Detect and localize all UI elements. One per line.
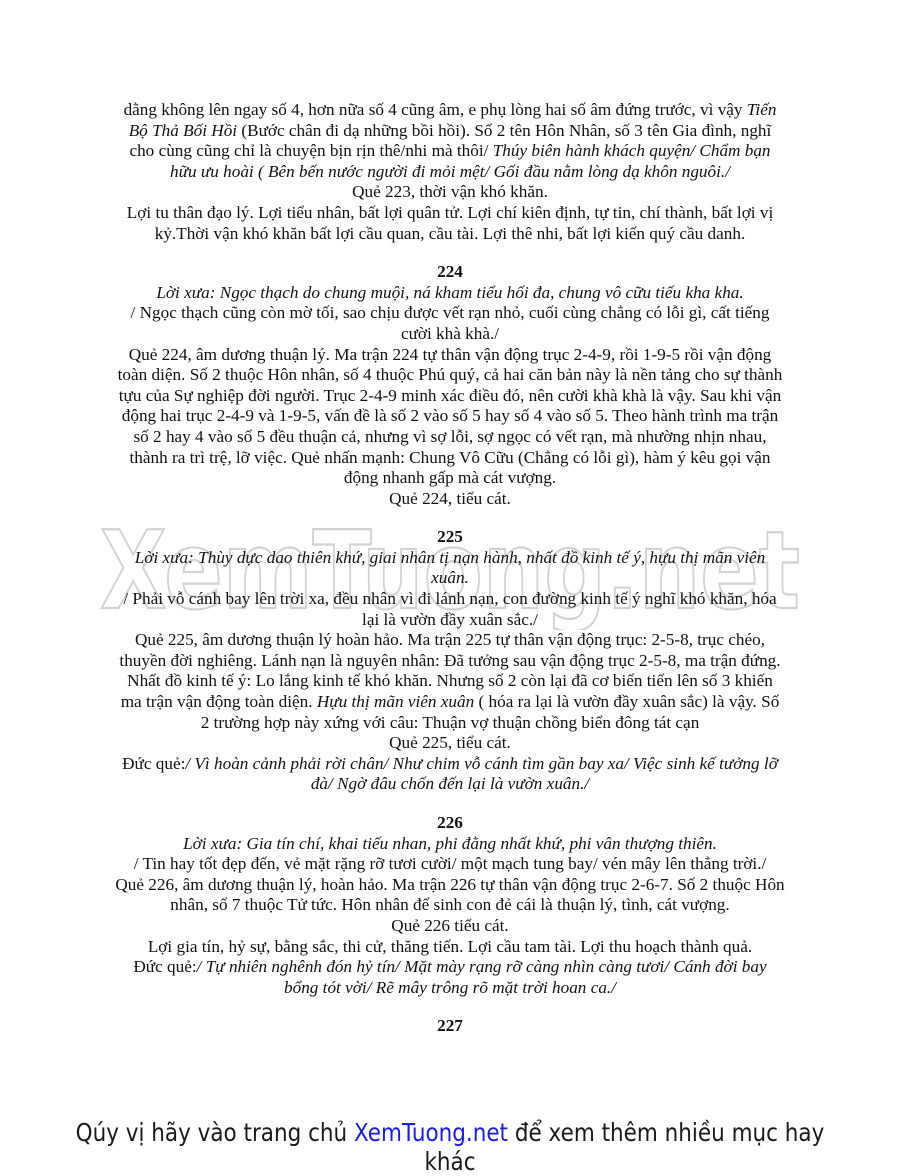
text-line (100, 875, 800, 896)
section-s224 (100, 262, 800, 509)
svg-text:XemTuong.net: XemTuong.net (100, 509, 800, 630)
italic-text: Hựu thị mãn viên xuân (316, 692, 475, 712)
text-run: Quẻ 224, tiểu cát. (389, 488, 511, 508)
text-line (100, 834, 800, 855)
text-run: số 2 hay 4 vào số 5 đều thuận cả, nhưng vì sợ lỗi, sợ ngọc có vết rạn, mà nhường nhịn nhau, (133, 426, 767, 446)
text-line (100, 651, 800, 672)
text-run: ma trận vận động toàn diện. (120, 692, 317, 712)
text-line (100, 100, 800, 121)
italic-text: / Vì hoàn cảnh phải rời chân/ Như chim vỗ cánh tìm gần bay xa/ Việc sinh kế tưởng lỡ (185, 753, 778, 773)
text-run: Quẻ 226, âm dương thuận lý, hoàn hảo. Ma trận 226 tự thân vận động trục 2-6-7. Số 2 thuộc Hôn (115, 874, 785, 894)
text-run: / Phải vỗ cánh bay lên trời xa, đều nhân vì đi lánh nạn, con đường kinh tế ý nghĩ khó khăn, hóa (123, 589, 777, 609)
text-run: động nhanh gấp mà cát vượng. (343, 468, 557, 488)
text-run: / Ngọc thạch cũng còn mờ tối, sao chịu được vết rạn nhỏ, cuối cùng chẳng có lỗi gì, cất tiếng (130, 303, 770, 323)
text-line (100, 303, 800, 324)
footer-banner (63, 1118, 837, 1176)
text-line (100, 548, 800, 569)
text-line (100, 162, 800, 183)
text-run: / Tin hay tốt đẹp đến, vẻ mặt rặng rỡ tươi cười/ một mạch tung bay/ vén mây lên thẳng trời./ (133, 854, 767, 874)
que-number-heading: 224 (437, 262, 463, 282)
text-line (100, 406, 800, 427)
text-run: dằng không lên ngay số 4, hơn nữa số 4 cũng âm, e phụ lòng hai số âm đứng trước, vì vậy (123, 100, 747, 119)
text-line (100, 610, 800, 631)
italic-text: Lời xưa: Thùy dực dao thiên khứ, giai nhân tị nạn hành, nhất đồ kinh tế ý, hựu thị mãn viên (134, 547, 766, 567)
text-line (100, 733, 800, 754)
text-run: 2 trường hợp này xứng với câu: Thuận vợ thuận chồng biển đông tát cạn (200, 712, 700, 732)
text-line (100, 283, 800, 304)
text-run: Lợi tu thân đạo lý. Lợi tiểu nhân, bất lợi quân tử. Lợi chí kiên định, tự tin, chí thành, bất lợi vị (126, 202, 774, 222)
text-line (100, 630, 800, 651)
text-run: Nhất đồ kinh tế ý: Lo lắng kinh tế khó khăn. Nhưng số 2 còn lại đã cơ biến tiến lên số 3 khiến (127, 671, 773, 691)
text-run: Đức quẻ: (133, 957, 197, 977)
footer-site-link[interactable]: XemTuong.net (354, 1118, 508, 1147)
text-line (100, 713, 800, 734)
text-line (100, 692, 800, 713)
text-run: thuyền đời nghiêng. Lánh nạn là nguyên nhân: Đã tưởng sau vận động trục 2-5-8, ma trận đứng. (119, 650, 781, 670)
italic-text: Bộ Thả Bối Hồi (128, 120, 238, 140)
text-run: Quẻ 226 tiểu cát. (391, 915, 509, 935)
footer-prefix: Qúy vị hãy vào trang chủ (75, 1118, 355, 1147)
text-run: tựu của Sự nghiệp đời người. Trục 2-4-9 minh xác điều đó, nên cười khà khà là vậy. Sau khi vận (118, 385, 782, 405)
text-run: ( hóa ra lại là vườn đầy xuân sắc) là vậy. Số (474, 692, 780, 712)
text-line (100, 345, 800, 366)
document-page (100, 100, 800, 1037)
text-line (100, 978, 800, 999)
text-line (100, 141, 800, 162)
italic-text: Lời xưa: Ngọc thạch do chung muội, ná kham tiểu hối đa, chung vô cữu tiếu kha kha. (156, 282, 744, 302)
text-line (100, 774, 800, 795)
text-line (100, 671, 800, 692)
italic-text: Tiến (746, 100, 777, 119)
text-run: lại là vườn đầy xuân sắc./ (362, 609, 538, 629)
text-run: Quẻ 225, âm dương thuận lý hoàn hảo. Ma trận 225 tự thân vận động trục: 2-5-8, trục chéo, (134, 630, 766, 650)
text-run: Quẻ 223, thời vận khó khăn. (352, 182, 548, 202)
italic-text: Thúy biên hành khách quyện/ Chẩm bạn (492, 141, 771, 161)
text-line (100, 854, 800, 875)
text-run: Quẻ 224, âm dương thuận lý. Ma trận 224 tự thân vận động trục 2-4-9, rồi 1-9-5 rồi vận động (128, 344, 772, 364)
italic-text: / Tự nhiên nghênh đón hỷ tín/ Mặt mày rạng rỡ càng nhìn càng tươi/ Cánh đời bay (196, 957, 767, 977)
text-line (100, 224, 800, 245)
text-run: (Bước chân đi dạ những bồi hồi). Số 2 tên Hôn Nhân, số 3 tên Gia đình, nghĩ (237, 120, 772, 140)
italic-text: đà/ Ngờ đâu chốn đến lại là vườn xuân./ (310, 774, 590, 794)
text-line (100, 937, 800, 958)
italic-text: bổng tót vời/ Rẽ mây trông rõ mặt trời hoan ca./ (284, 977, 616, 997)
text-run: toàn diện. Số 2 thuộc Hôn nhân, số 4 thuộc Phú quý, cả hai căn bản này là nền tảng cho sự thành (117, 365, 783, 385)
text-line (100, 489, 800, 510)
text-run: nhân, số 7 thuộc Tử tức. Hôn nhân để sinh con đẻ cái là thuận lý, tình, cát vượng. (170, 895, 730, 915)
text-line (100, 182, 800, 203)
text-run: Đức quẻ: (122, 753, 186, 773)
text-line (100, 468, 800, 489)
text-run: Quẻ 225, tiểu cát. (389, 733, 511, 753)
text-line (100, 448, 800, 469)
text-line (100, 957, 800, 978)
text-line (100, 324, 800, 345)
text-line (100, 427, 800, 448)
italic-text: hữu ưu hoài ( Bên bến nước người đi mỏi mệt/ Gối đầu nằm lòng dạ khôn nguôi./ (170, 161, 730, 181)
text-line (100, 895, 800, 916)
italic-text: xuân. (431, 568, 469, 588)
text-line (100, 589, 800, 610)
que-number-heading: 226 (437, 813, 463, 832)
text-line (100, 386, 800, 407)
text-run: thành ra trì trệ, lỡ việc. Quẻ nhấn mạnh: Chung Vô Cữu (Chẳng có lỗi gì), hàm ý kêu gọi vận (129, 447, 771, 467)
text-line (100, 754, 800, 775)
section-pre (100, 100, 800, 244)
text-line (100, 568, 800, 589)
text-line (100, 121, 800, 142)
section-s226 (100, 813, 800, 998)
text-run: cho cùng cũng chỉ là chuyện bịn rịn thê/nhi mà thôi/ (129, 141, 493, 161)
section-s225 (100, 527, 800, 795)
que-number-heading: 225 (437, 527, 463, 547)
footer-suffix: để xem thêm nhiều mục hay khác (424, 1118, 825, 1176)
text-line (100, 916, 800, 937)
italic-text: Lời xưa: Gia tín chí, khai tiếu nhan, phi đằng nhất khứ, phi vân thượng thiên. (183, 833, 717, 853)
text-run: kỷ.Thời vận khó khăn bất lợi cầu quan, cầu tài. Lợi thê nhi, bất lợi kiến quý cầu danh. (154, 223, 746, 243)
text-run: Lợi gia tín, hỷ sự, bằng sắc, thi cử, thăng tiến. Lợi cầu tam tài. Lợi thu hoạch thành quả. (147, 936, 753, 956)
section-s227 (100, 1016, 800, 1037)
que-number-heading: 227 (437, 1016, 463, 1036)
text-line (100, 365, 800, 386)
text-run: cười khà khà./ (400, 323, 500, 343)
text-run: động hai trục 2-4-9 và 1-9-5, vấn đề là số 2 vào số 5 hay số 4 vào số 5. Theo hành trình ma trận (121, 406, 779, 426)
text-line (100, 203, 800, 224)
